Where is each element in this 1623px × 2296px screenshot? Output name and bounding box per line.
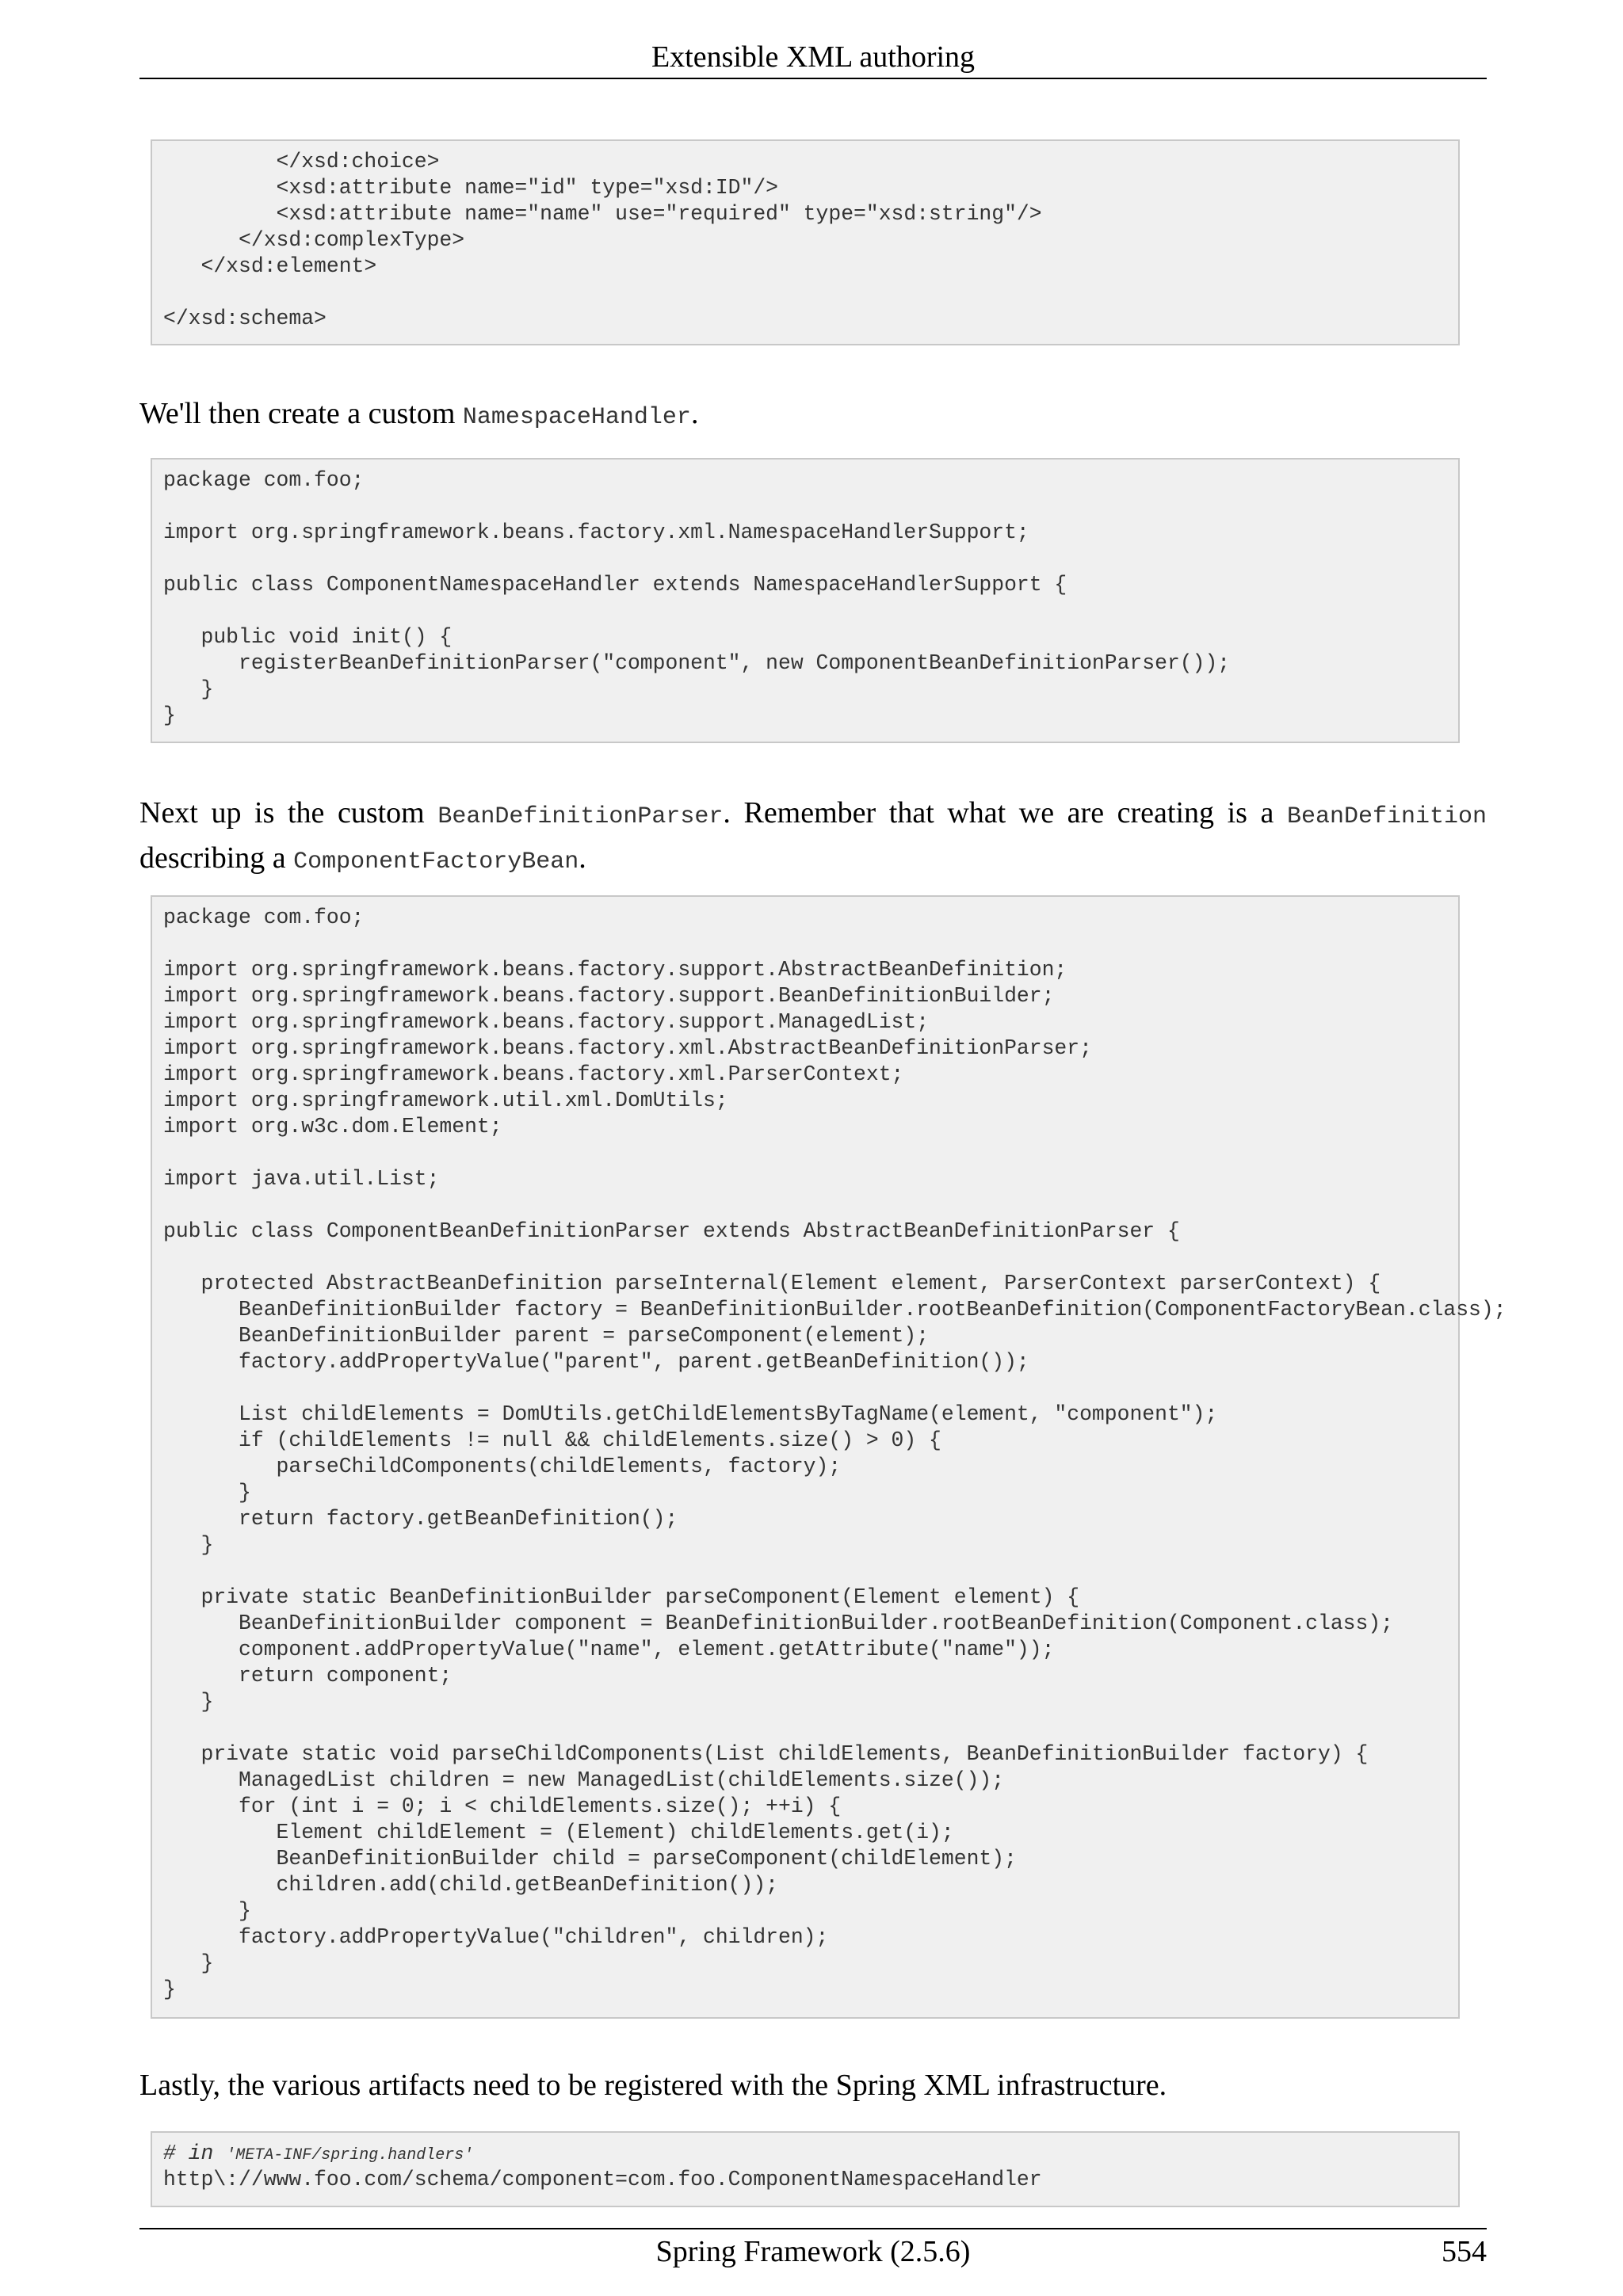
code-line: protected AbstractBeanDefinition parseInternal(Element element, ParserContext parserContext) { [163, 1272, 1381, 1295]
code-line: public void init() { [163, 625, 453, 649]
code-line: package com.foo; [163, 906, 365, 929]
code-line: package com.foo; [163, 468, 365, 492]
code-line: import org.w3c.dom.Element; [163, 1115, 502, 1138]
code-line: factory.addPropertyValue("children", children); [163, 1925, 829, 1949]
code-line: } [163, 1533, 214, 1557]
spring-handlers-code-block [151, 2131, 1460, 2207]
code-line: registerBeanDefinitionParser("component", new ComponentBeanDefinitionParser()); [163, 651, 1231, 675]
code-line: } [163, 1899, 251, 1923]
code-line: return component; [163, 1664, 453, 1688]
namespace-handler-code-block [151, 458, 1460, 743]
code-line: import java.util.List; [163, 1167, 440, 1191]
code-line [163, 1375, 1458, 1402]
code-line: factory.addPropertyValue("parent", parent.getBeanDefinition()); [163, 1350, 1029, 1374]
code-line: <xsd:attribute name="id" type="xsd:ID"/> [163, 176, 779, 200]
code-line [163, 494, 1458, 520]
code-comment: # in [163, 2142, 227, 2165]
code-line: </xsd:element> [163, 254, 377, 278]
code-line: ManagedList children = new ManagedList(childElements.size()); [163, 1768, 1005, 1792]
code-line: } [163, 1978, 176, 2001]
code-line [163, 2141, 1458, 2167]
code-line: </xsd:complexType> [163, 228, 465, 252]
paragraph-bean-definition-parser: Next up is the custom BeanDefinitionParser. Remember that what we are creating is a BeanDefinition describing a ComponentFactoryBean. [139, 796, 1487, 875]
page-number: 554 [1442, 2235, 1487, 2268]
footer-title: Spring Framework (2.5.6) [655, 2235, 971, 2268]
code-line: BeanDefinitionBuilder factory = BeanDefinitionBuilder.rootBeanDefinition(ComponentFactoryBean.class); [163, 1298, 1507, 1322]
code-line: import org.springframework.beans.factory.xml.ParserContext; [163, 1062, 904, 1086]
code-line: } [163, 1951, 214, 1975]
code-line [163, 598, 1458, 624]
bean-definition-parser-code-block [151, 895, 1507, 2019]
code-line [163, 1140, 1458, 1166]
code-line: parseChildComponents(childElements, factory); [163, 1455, 842, 1478]
code-line: http\://www.foo.com/schema/component=com.foo.ComponentNamespaceHandler [163, 2168, 1042, 2191]
paragraph-registration: Lastly, the various artifacts need to be registered with the Spring XML infrastructure. [139, 2069, 1167, 2102]
code-line: for (int i = 0; i < childElements.size(); ++i) { [163, 1794, 842, 1818]
code-line: </xsd:choice> [163, 150, 440, 174]
page-footer [139, 2228, 1487, 2274]
code-line: BeanDefinitionBuilder child = parseComponent(childElement); [163, 1847, 1017, 1871]
inline-code-componentfactorybean: ComponentFactoryBean [293, 849, 579, 875]
xsd-schema-code-block [151, 139, 1460, 345]
code-line: import org.springframework.beans.factory.support.BeanDefinitionBuilder; [163, 984, 1055, 1008]
code-line: if (childElements != null && childElements.size() > 0) { [163, 1428, 941, 1452]
code-comment-path: 'META-INF/spring.handlers' [226, 2146, 474, 2164]
code-line: component.addPropertyValue("name", element.getAttribute("name")); [163, 1638, 1055, 1661]
code-line: import org.springframework.beans.factory.support.AbstractBeanDefinition; [163, 958, 1067, 982]
inline-code-beandefinitionparser: BeanDefinitionParser [437, 803, 724, 830]
code-line [163, 1715, 1458, 1741]
inline-code-beandefinition: BeanDefinition [1286, 803, 1487, 830]
code-line: </xsd:schema> [163, 307, 327, 330]
code-line: <xsd:attribute name="name" use="required" type="xsd:string"/> [163, 202, 1042, 226]
header-title: Extensible XML authoring [651, 40, 976, 74]
code-line: return factory.getBeanDefinition(); [163, 1507, 678, 1531]
code-line: } [163, 677, 214, 701]
code-line: children.add(child.getBeanDefinition()); [163, 1873, 779, 1897]
code-line [163, 1192, 1458, 1219]
code-line: import org.springframework.beans.factory.support.ManagedList; [163, 1010, 930, 1034]
code-line: private static BeanDefinitionBuilder parseComponent(Element element) { [163, 1585, 1080, 1609]
paragraph-namespace-handler: We'll then create a custom NamespaceHandler. [139, 397, 699, 431]
code-line [163, 1558, 1458, 1585]
code-line: List childElements = DomUtils.getChildElementsByTagName(element, "component"); [163, 1402, 1218, 1426]
code-line [163, 1245, 1458, 1271]
code-line [163, 931, 1458, 957]
code-line: import org.springframework.beans.factory.xml.AbstractBeanDefinitionParser; [163, 1036, 1092, 1060]
code-line: BeanDefinitionBuilder parent = parseComponent(element); [163, 1324, 930, 1348]
code-line: } [163, 1690, 214, 1714]
code-line: } [163, 1481, 251, 1505]
code-line: public class ComponentNamespaceHandler extends NamespaceHandlerSupport { [163, 573, 1067, 597]
code-line [163, 280, 1458, 306]
code-line: public class ComponentBeanDefinitionParser extends AbstractBeanDefinitionParser { [163, 1219, 1180, 1243]
code-line: private static void parseChildComponents(List childElements, BeanDefinitionBuilder factory) { [163, 1742, 1369, 1766]
code-line: Element childElement = (Element) childElements.get(i); [163, 1821, 954, 1844]
code-line: import org.springframework.beans.factory.xml.NamespaceHandlerSupport; [163, 521, 1029, 544]
code-line: BeanDefinitionBuilder component = BeanDefinitionBuilder.rootBeanDefinition(Component.class); [163, 1611, 1394, 1635]
page-header [139, 36, 1487, 79]
code-line: } [163, 704, 176, 727]
code-line [163, 546, 1458, 572]
inline-code-namespacehandler: NamespaceHandler [462, 404, 691, 431]
code-line: import org.springframework.util.xml.DomUtils; [163, 1089, 728, 1112]
